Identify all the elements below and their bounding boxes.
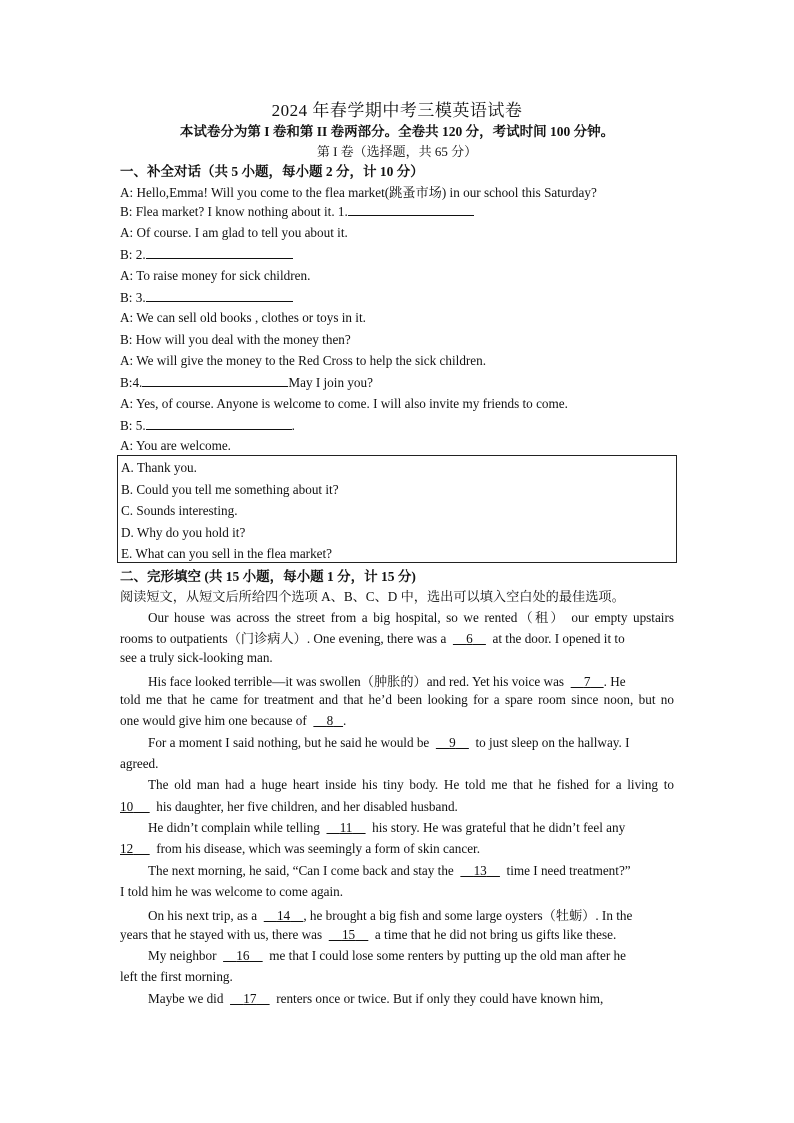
- passage-text: On his next trip, as a: [148, 908, 258, 923]
- dialog-text: B: 3.: [120, 290, 146, 305]
- passage-text: .: [343, 713, 347, 728]
- passage-text: from his disease, which was seemingly a form of skin cancer.: [156, 841, 481, 856]
- page-title: 2024 年春学期中考三模英语试卷: [271, 101, 523, 120]
- part-label: 第 I 卷（选择题，共 65 分）: [316, 144, 478, 159]
- dialog-text: B: 5.: [120, 418, 146, 433]
- passage-line: [148, 671, 674, 690]
- dialog-line: A: We can sell old books , clothes or toys in it.: [120, 310, 366, 325]
- passage-line: [120, 927, 674, 943]
- passage-text: to just sleep on the hallway. I: [475, 735, 630, 750]
- passage-text: a time that he did not bring us gifts like these.: [374, 927, 617, 942]
- answer-blank-5[interactable]: [146, 417, 292, 430]
- options-box: [117, 455, 677, 563]
- cloze-blank-11[interactable]: 11: [339, 820, 353, 835]
- dialog-line: [120, 417, 295, 434]
- dialog-line: A: To raise money for sick children.: [120, 268, 311, 283]
- cloze-blank-6[interactable]: 6: [466, 631, 473, 646]
- passage-text: Maybe we did: [148, 991, 224, 1006]
- section2-instruction: 阅读短文，从短文后所给四个选项 A、B、C、D 中，选出可以填入空白处的最佳选项。: [120, 589, 625, 604]
- cloze-blank-16[interactable]: 16: [236, 948, 250, 963]
- passage-line: told me that he came for treatment and that he’d been looking for a spare room since noon, but no: [120, 692, 674, 707]
- passage-text: He didn’t complain while telling: [148, 820, 320, 835]
- passage-text: at the door. I opened it to: [492, 631, 625, 646]
- passage-text: one would give him one because of: [120, 713, 307, 728]
- cloze-blank-15[interactable]: 15: [341, 927, 356, 942]
- passage-line: I told him he was welcome to come again.: [120, 884, 344, 899]
- dialog-text: B: 2.: [120, 247, 146, 262]
- passage-line: [148, 905, 674, 924]
- passage-line: [148, 948, 674, 964]
- exam-subtitle: 本试卷分为第 I 卷和第 II 卷两部分。全卷共 120 分，考试时间 100 分钟。: [179, 124, 615, 139]
- passage-line: agreed.: [120, 756, 159, 771]
- passage-line: [148, 820, 674, 836]
- passage-text: rooms to outpatients（门诊病人）. One evening, there was a: [120, 631, 447, 646]
- answer-blank-1[interactable]: [348, 203, 474, 216]
- dialog-line: [120, 246, 293, 263]
- cloze-blank-8[interactable]: 8: [326, 713, 334, 728]
- passage-text: . He: [603, 674, 626, 689]
- cloze-blank-14[interactable]: 14: [276, 908, 291, 923]
- passage-text: time I need treatment?”: [506, 863, 631, 878]
- passage-text: For a moment I said nothing, but he said he would be: [148, 735, 430, 750]
- answer-blank-3[interactable]: [146, 289, 293, 302]
- passage-line: see a truly sick-looking man.: [120, 650, 273, 665]
- section1-heading: 一、补全对话（共 5 小题，每小题 2 分，计 10 分）: [120, 164, 424, 179]
- cloze-blank-13[interactable]: 13: [473, 863, 487, 878]
- answer-blank-4[interactable]: [142, 374, 288, 387]
- passage-line: [148, 991, 674, 1007]
- passage-line: [120, 713, 674, 729]
- option-c: C. Sounds interesting.: [121, 503, 238, 518]
- cloze-blank-12[interactable]: 12: [120, 841, 134, 856]
- passage-text: his story. He was grateful that he didn’t feel any: [372, 820, 626, 835]
- cloze-blank-9[interactable]: 9: [449, 735, 456, 750]
- passage-text: his daughter, her five children, and her disabled husband.: [156, 799, 458, 814]
- section2-heading: 二、完形填空 (共 15 小题，每小题 1 分，计 15 分): [120, 569, 416, 584]
- passage-text: me that I could lose some renters by putting up the old man after he: [269, 948, 626, 963]
- passage-text: renters once or twice. But if only they could have known him,: [276, 991, 604, 1006]
- dialog-line: [120, 289, 293, 306]
- passage-line: Our house was across the street from a big hospital, so we rented（租） our empty upstairs: [148, 610, 674, 625]
- option-a: A. Thank you.: [121, 460, 197, 475]
- answer-blank-2[interactable]: [146, 246, 293, 259]
- dialog-line: B: How will you deal with the money then?: [120, 332, 351, 347]
- passage-line: [120, 841, 674, 857]
- passage-text: years that he stayed with us, there was: [120, 927, 323, 942]
- dialog-line: A: Yes, of course. Anyone is welcome to come. I will also invite my friends to come.: [120, 396, 568, 411]
- cloze-blank-17[interactable]: 17: [243, 991, 257, 1006]
- dialog-line: [120, 203, 474, 220]
- cloze-blank-7[interactable]: 7: [583, 674, 591, 689]
- dialog-text: B: Flea market? I know nothing about it. 1.: [120, 204, 348, 219]
- dialog-line: A: We will give the money to the Red Cross to help the sick children.: [120, 353, 487, 368]
- dialog-text: .: [291, 418, 295, 433]
- dialog-line: A: Hello,Emma! Will you come to the flea market(跳蚤市场) in our school this Saturday?: [120, 185, 597, 200]
- passage-line: [148, 863, 674, 879]
- passage-line: The old man had a huge heart inside his tiny body. He told me that he fished for a living to: [148, 777, 674, 792]
- dialog-line: A: You are welcome.: [120, 438, 231, 453]
- passage-text: , he brought a big fish and some large oysters（牡蛎）. In the: [303, 908, 633, 923]
- passage-text: His face looked terrible—it was swollen（肿胀的）and red. Yet his voice was: [148, 674, 565, 689]
- option-e: E. What can you sell in the flea market?: [121, 546, 333, 561]
- passage-text: The next morning, he said, “Can I come back and stay the: [148, 863, 454, 878]
- passage-text: My neighbor: [148, 948, 217, 963]
- option-d: D. Why do you hold it?: [121, 525, 246, 540]
- passage-line: [120, 628, 674, 647]
- dialog-line: [120, 374, 373, 391]
- dialog-text: B:4.: [120, 375, 143, 390]
- passage-line: [120, 799, 674, 815]
- passage-line: [148, 735, 674, 751]
- dialog-text: May I join you?: [288, 375, 373, 390]
- option-b: B. Could you tell me something about it?: [121, 482, 339, 497]
- cloze-blank-10[interactable]: 10: [120, 799, 134, 814]
- passage-line: left the first morning.: [120, 969, 233, 984]
- dialog-line: A: Of course. I am glad to tell you about it.: [120, 225, 348, 240]
